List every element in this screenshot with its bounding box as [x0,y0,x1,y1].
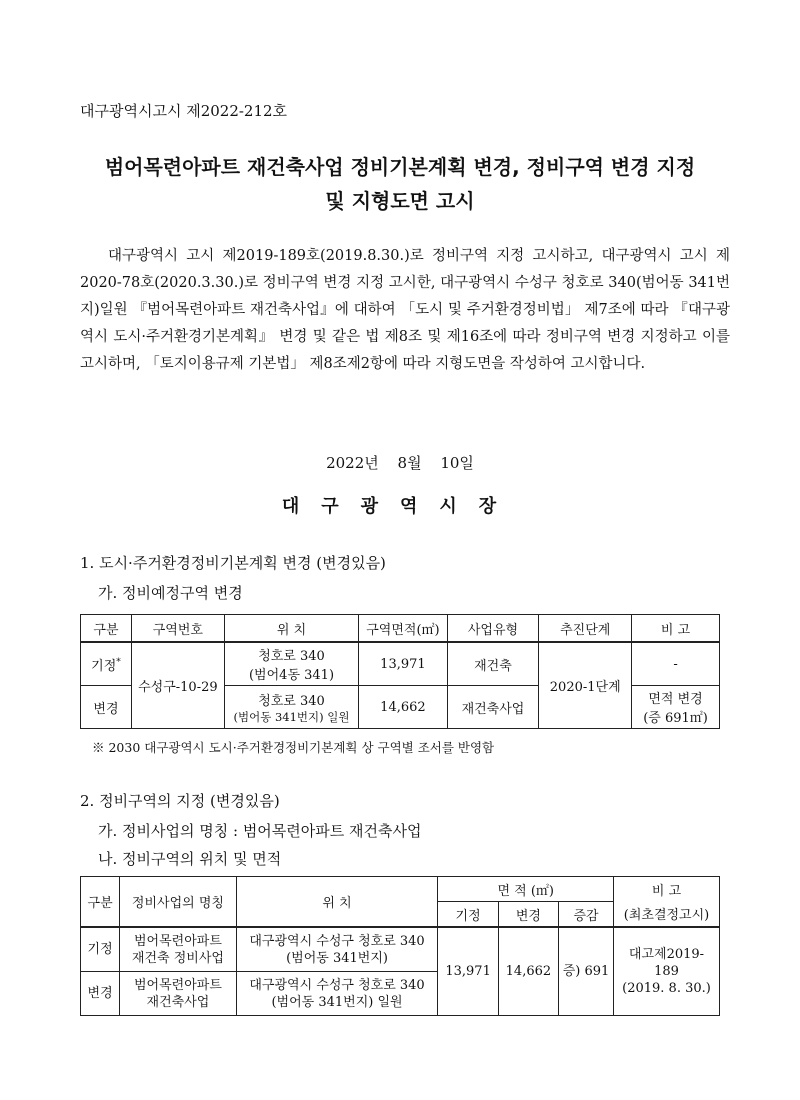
col-header-note: 비 고 [632,615,720,643]
area-change: 14,662 [498,927,558,1016]
col-header-area: 구역면적(㎡) [359,615,447,643]
zone-number: 수성구-10-29 [131,642,224,729]
row-name: 범어목련아파트 재건축 정비사업 [120,927,236,972]
col-header-area: 면 적 (㎡) [438,877,614,902]
section1-subheading: 가. 정비예정구역 변경 [98,584,243,602]
row-location: 대구광역시 수성구 청호로 340 (범어동 341번지) 일원 [236,972,438,1016]
col-header-location: 위 치 [224,615,358,643]
row-area: 14,662 [359,686,447,729]
stage: 2020-1단계 [539,642,632,729]
table-row [81,642,720,686]
notice-body: 대구광역시 고시 제2019-189호(2019.8.30.)로 정비구역 지정 고시하고, 대구광역시 고시 제2020-78호(2020.3.30.)로 정비구역 변경 지정 고시한, 대구광역시 수성구 청호로 340(범어동 341번지)일원 『범어목련아파트 재건축사업』에 대하여 「도시 및 주거환경정비법」 제7조에 따라 『대구광역시 도시·주거환경기본계획』 변경 및 같은 법 제8조 및 제16조에 따라 정비구역 변경 지정하고 이를 고시하며, 「토지이용규제 기본법」 제8조제2항에 따라 지형도면을 작성하여 고시합니다. [80,248,730,372]
col-header-prev: 기정 [438,902,498,928]
section2-item-b: 나. 정비구역의 위치 및 면적 [98,850,282,868]
col-header-zone-no: 구역번호 [131,615,224,643]
row-type: 재건축사업 [447,686,539,729]
zone-designation-table [80,876,720,1016]
row-name: 범어목련아파트 재건축사업 [120,972,236,1016]
area-prev: 13,971 [438,927,498,1016]
section2-item-a: 가. 정비사업의 명칭 : 범어목련아파트 재건축사업 [98,822,422,840]
col-header-kind: 구분 [81,877,120,928]
row-location: 청호로 340 (범어동 341번지) 일원 [224,686,358,729]
table-header-row [81,877,720,902]
planned-zone-table [80,614,720,729]
col-header-change: 변경 [498,902,558,928]
title-line-1: 범어목련아파트 재건축사업 정비기본계획 변경, 정비구역 변경 지정 [104,155,696,179]
col-header-location: 위 치 [236,877,438,928]
col-header-note-sub: (최초결정고시) [614,902,720,928]
row-kind: 기정 [81,927,120,972]
row-kind: 기정* [81,642,132,686]
section1-footnote: ※ 2030 대구광역시 도시·주거환경정비기본계획 상 구역별 조서를 반영함 [92,740,495,755]
row-kind: 변경 [81,686,132,729]
col-header-diff: 증감 [559,902,614,928]
col-header-type: 사업유형 [447,615,539,643]
table-row [81,927,720,972]
section2-heading: 2. 정비구역의 지정 (변경있음) [80,792,280,810]
col-header-note: 비 고 [614,877,720,902]
row-kind: 변경 [81,972,120,1016]
col-header-stage: 추진단계 [539,615,632,643]
row-location: 청호로 340 (범어4동 341) [224,642,358,686]
area-diff: 증) 691 [559,927,614,1016]
row-note: - [632,642,720,686]
title-line-2: 및 지형도면 고시 [325,189,475,213]
document-title [60,150,740,218]
row-area: 13,971 [359,642,447,686]
col-header-kind: 구분 [81,615,132,643]
issuer-name: 대구광역시장 [281,496,519,517]
initial-notice: 대고제2019-189 (2019. 8. 30.) [614,927,720,1016]
notice-number: 대구광역시고시 제2022-212호 [80,102,288,120]
row-type: 재건축 [447,642,539,686]
row-location: 대구광역시 수성구 청호로 340 (범어동 341번지) [236,927,438,972]
section1-heading: 1. 도시·주거환경정비기본계획 변경 (변경있음) [80,554,386,572]
col-header-name: 정비사업의 명칭 [120,877,236,928]
row-note: 면적 변경 (증 691㎡) [632,686,720,729]
notice-date: 2022년 8월 10일 [326,454,474,472]
